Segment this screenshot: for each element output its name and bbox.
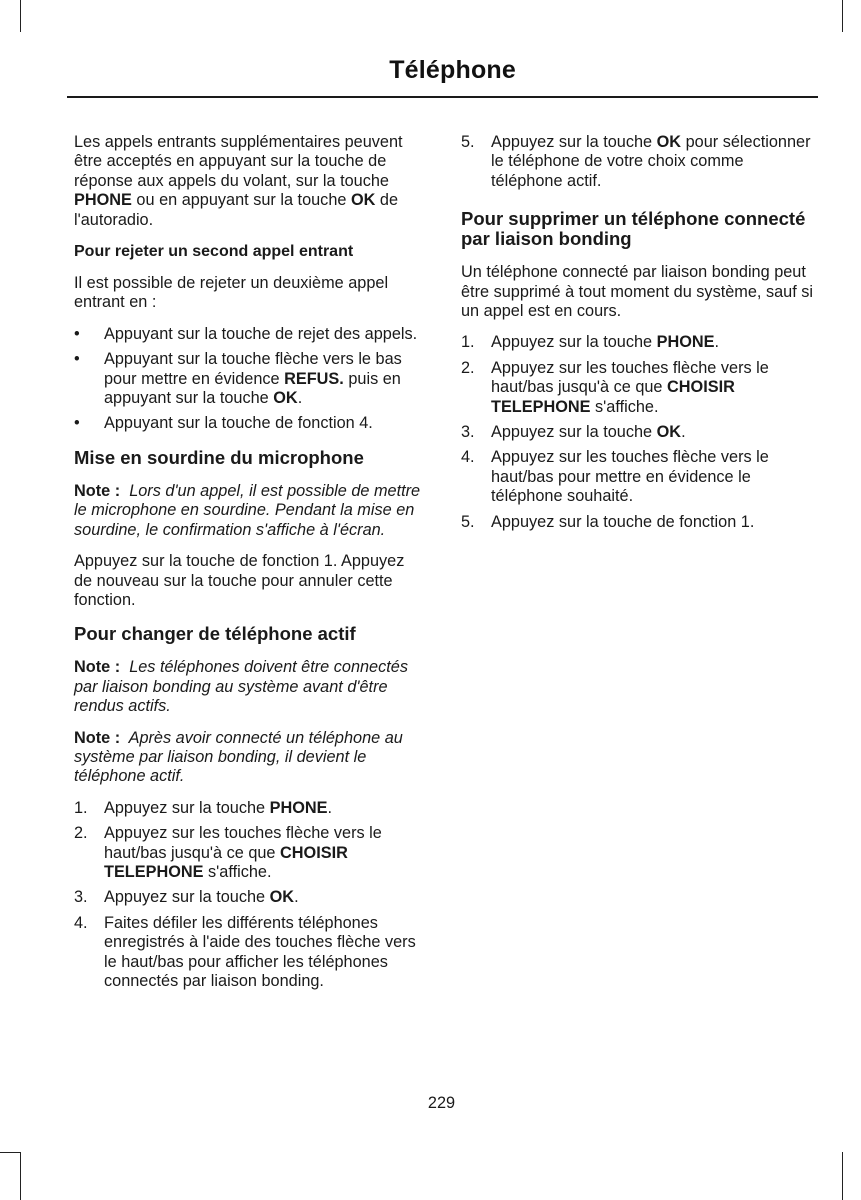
key-name: OK: [656, 423, 682, 442]
text-run: Appuyant sur la touche de rejet des appels.: [104, 324, 418, 343]
right-column: [461, 133, 813, 544]
step-item: [74, 824, 426, 882]
item-marker: 2.: [461, 358, 475, 377]
text-run: Appuyez sur la touche: [491, 423, 657, 442]
change-steps-continued: [461, 133, 813, 191]
key-name: PHONE: [656, 333, 715, 352]
step-item: [461, 423, 813, 442]
title-rule: [67, 96, 818, 98]
item-marker: 1.: [74, 798, 88, 817]
key-name: PHONE: [269, 798, 328, 817]
item-marker: •: [74, 324, 80, 343]
change-note-1: [74, 658, 426, 716]
key-name: OK: [656, 133, 682, 151]
delete-intro: Un téléphone connecté par liaison bonding peut être supprimé à tout moment du système, sauf si un appel est en cours.: [461, 263, 814, 321]
key-name: REFUS.: [284, 369, 344, 388]
crop-mark-bottom-right: [842, 1152, 843, 1200]
bullet-item: [74, 414, 426, 433]
item-text: [104, 914, 416, 990]
note-label: Note :: [74, 658, 121, 677]
text-run: Appuyez sur les touches flèche vers le haut/bas jusqu'à ce que: [104, 824, 382, 862]
item-marker: 5.: [461, 512, 475, 531]
item-marker: 4.: [461, 448, 475, 467]
item-marker: 3.: [74, 888, 88, 907]
reject-bullet-list: [74, 325, 426, 434]
reject-heading: Pour rejeter un second appel entrant: [74, 243, 354, 261]
text-run: s'affiche.: [203, 862, 272, 881]
note-text: Lors d'un appel, il est possible de mettre le microphone en sourdine. Pendant la mise en sourdine, le confirmation s'affiche à l'écran.: [74, 481, 421, 539]
item-marker: 4.: [74, 913, 88, 932]
note-text: Après avoir connecté un téléphone au système par liaison bonding, il devient le téléphone actif.: [74, 728, 403, 786]
key-name: OK: [273, 389, 298, 408]
text-run: .: [681, 423, 686, 442]
item-marker: •: [74, 414, 80, 433]
text-run: Appuyant sur la touche de fonction 4.: [104, 414, 373, 433]
item-marker: •: [74, 350, 80, 369]
step-item: [461, 333, 813, 352]
item-text: [104, 888, 299, 906]
intro-paragraph: [74, 133, 426, 230]
note-label: Note :: [74, 481, 121, 500]
step-item: [74, 799, 426, 818]
left-column: [74, 133, 426, 1003]
item-marker: 1.: [461, 333, 475, 352]
key-name: CHOISIR TELEPHONE: [491, 378, 735, 416]
text-run: pour sélectionner le téléphone de votre choix comme téléphone actif.: [491, 133, 811, 190]
text-run: Appuyez sur la touche: [491, 133, 657, 151]
step-item: [74, 914, 426, 992]
bullet-item: [74, 325, 426, 344]
text-run: ou en appuyant sur la touche: [131, 191, 351, 210]
item-text: [491, 359, 769, 416]
text-run: puis en appuyant sur la touche: [104, 369, 401, 408]
crop-mark-top-right: [842, 0, 843, 32]
text-run: Appuyez sur la touche de fonction 1.: [491, 512, 755, 531]
text-run: Faites défiler les différents téléphones enregistrés à l'aide des touches flèche vers le haut/bas pour afficher les téléphones connectés par liaison bonding.: [104, 913, 416, 990]
mute-text: Appuyez sur la touche de fonction 1. Appuyez de nouveau sur la touche pour annuler cette fonction.: [74, 552, 405, 609]
text-run: Appuyant sur la touche flèche vers le bas pour mettre en évidence: [104, 350, 402, 388]
text-run: Appuyez sur la touche: [104, 888, 270, 907]
text-run: de l'autoradio.: [74, 191, 399, 229]
change-heading: Pour changer de téléphone actif: [74, 623, 356, 645]
item-text: [491, 448, 769, 505]
item-text: [491, 333, 719, 351]
item-text: [104, 799, 332, 817]
mute-note: [74, 482, 426, 540]
item-text: [491, 513, 754, 531]
item-text: [104, 325, 417, 343]
page-title: Téléphone: [389, 56, 516, 84]
key-name: OK: [269, 888, 295, 907]
key-name: CHOISIR TELEPHONE: [104, 843, 348, 881]
key-name: PHONE: [74, 191, 132, 210]
crop-mark-bottom-left-h: [0, 1152, 20, 1153]
item-marker: 3.: [461, 423, 475, 442]
delete-heading: Pour supprimer un téléphone connecté par liaison bonding: [461, 208, 806, 250]
text-run: Appuyez sur les touches flèche vers le haut/bas pour mettre en évidence le téléphone souhaité.: [491, 448, 769, 506]
item-marker: 2.: [74, 824, 88, 843]
text-run: Les appels entrants supplémentaires peuvent être acceptés en appuyant sur la touche de réponse aux appels du volant, sur la touche: [74, 133, 403, 190]
text-run: Appuyez sur la touche: [104, 798, 270, 817]
text-run: .: [294, 888, 299, 907]
reject-intro: Il est possible de rejeter un deuxième appel entrant en :: [74, 274, 389, 312]
item-text: [491, 423, 686, 441]
item-text: [104, 350, 402, 407]
step-item: [461, 513, 813, 532]
text-run: .: [327, 798, 333, 817]
page-number: 229: [427, 1094, 456, 1112]
mute-heading: Mise en sourdine du microphone: [74, 446, 364, 468]
step-item: [461, 448, 813, 506]
step-marker: 5.: [461, 133, 475, 151]
step-item: [74, 888, 426, 907]
item-text: [104, 414, 373, 432]
delete-steps-list: [461, 333, 813, 532]
text-run: .: [714, 333, 720, 352]
step-text: [491, 133, 811, 190]
note-text: Les téléphones doivent être connectés par liaison bonding au système avant d'être rendus actifs.: [74, 658, 408, 716]
item-text: [104, 824, 382, 881]
note-label: Note :: [74, 728, 121, 747]
key-name: OK: [350, 191, 376, 210]
step-item: [461, 133, 813, 191]
change-note-2: [74, 729, 426, 787]
text-run: Appuyez sur la touche: [491, 333, 657, 352]
text-run: s'affiche.: [590, 397, 659, 416]
crop-mark-bottom-left: [20, 1152, 21, 1200]
change-steps-list: [74, 799, 426, 992]
step-item: [461, 359, 813, 417]
crop-mark-top-left: [20, 0, 21, 32]
text-run: Appuyez sur les touches flèche vers le haut/bas jusqu'à ce que: [491, 358, 769, 397]
text-run: .: [297, 389, 303, 408]
bullet-item: [74, 350, 426, 408]
